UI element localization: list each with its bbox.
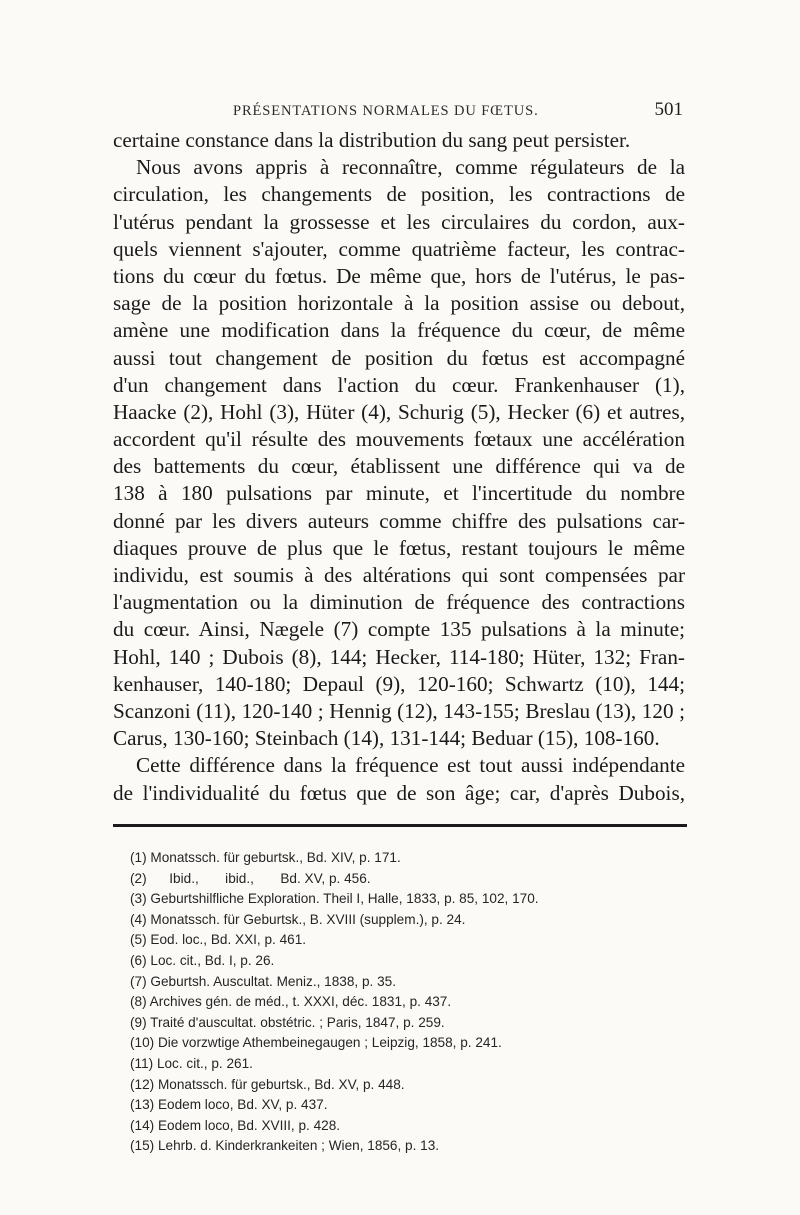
text-line: sage de la position horizontale à la position assise ou debout,	[113, 291, 685, 316]
text-line: accordent qu'il résulte des mouvements fœtaux une accélération	[113, 427, 685, 452]
footnote: (9) Traité d'auscultat. obstétric. ; Paris, 1847, p. 259.	[130, 1014, 445, 1030]
page-number: 501	[654, 99, 683, 120]
text-line: amène une modification dans la fréquence du cœur, de même	[113, 318, 685, 343]
text-line: donné par les divers auteurs comme chiffre des pulsations car-	[113, 508, 685, 533]
text-line: Hohl, 140 ; Dubois (8), 144; Hecker, 114-180; Hüter, 132; Fran-	[113, 644, 685, 669]
text-line: kenhauser, 140-180; Depaul (9), 120-160; Schwartz (10), 144;	[113, 671, 685, 696]
text-line: l'augmentation ou la diminution de fréquence des contractions	[113, 590, 685, 615]
footnote: (8) Archives gén. de méd., t. XXXI, déc. 1831, p. 437.	[130, 994, 452, 1010]
running-title: PRÉSENTATIONS NORMALES DU FŒTUS.	[233, 103, 539, 119]
footnote: (13) Eodem loco, Bd. XV, p. 437.	[130, 1097, 328, 1113]
text-line: des battements du cœur, établissent une différence qui va de	[113, 454, 685, 479]
footnote: (2) Ibid., ibid., Bd. XV, p. 456.	[130, 870, 371, 886]
text-line: du cœur. Ainsi, Nægele (7) compte 135 pulsations à la minute;	[113, 617, 685, 642]
footnote: (6) Loc. cit., Bd. I, p. 26.	[130, 952, 275, 968]
footnote: (4) Monatssch. für Geburtsk., B. XVIII (supplem.), p. 24.	[130, 911, 466, 927]
footnotes	[130, 848, 670, 1157]
text-line: certaine constance dans la distribution du sang peut persister.	[113, 128, 631, 152]
text-line: d'un changement dans l'action du cœur. Frankenhauser (1),	[113, 372, 685, 397]
text-line: Nous avons appris à reconnaître, comme régulateurs de la	[136, 155, 685, 180]
footnote: (5) Eod. loc., Bd. XXI, p. 461.	[130, 932, 307, 948]
text-line: l'utérus pendant la grossesse et les circulaires du cordon, aux-	[113, 209, 685, 234]
text-line: tions du cœur du fœtus. De même que, hors de l'utérus, le pas-	[113, 263, 685, 288]
text-line: aussi tout changement de position du fœtus est accompagné	[113, 345, 685, 370]
text-line: individu, est soumis à des altérations qui sont compensées par	[113, 563, 685, 587]
body-text	[113, 127, 685, 807]
footnote: (11) Loc. cit., p. 261.	[130, 1055, 253, 1071]
footnote: (12) Monatssch. für geburtsk., Bd. XV, p. 448.	[130, 1076, 405, 1092]
text-line: 138 à 180 pulsations par minute, et l'incertitude du nombre	[113, 481, 685, 506]
text-line: Scanzoni (11), 120-140 ; Hennig (12), 143-155; Breslau (13), 120 ;	[113, 698, 685, 723]
text-line: diaques prouve de plus que le fœtus, restant toujours le même	[113, 535, 685, 560]
text-line: de l'individualité du fœtus que de son âge; car, d'après Dubois,	[113, 780, 685, 805]
footnote: (3) Geburtshilfliche Exploration. Theil I, Halle, 1833, p. 85, 102, 170.	[130, 891, 539, 907]
text-line: Carus, 130-160; Steinbach (14), 131-144; Beduar (15), 108-160.	[113, 726, 660, 751]
footnote: (14) Eodem loco, Bd. XVIII, p. 428.	[130, 1117, 341, 1133]
footnote: (1) Monatssch. für geburtsk., Bd. XIV, p. 171.	[130, 850, 401, 865]
text-line: Haacke (2), Hohl (3), Hüter (4), Schurig (5), Hecker (6) et autres,	[113, 399, 685, 424]
footnote: (10) Die vorzwtige Athembeinegaugen ; Leipzig, 1858, p. 241.	[130, 1035, 502, 1051]
page-header	[113, 95, 685, 125]
text-line: Cette différence dans la fréquence est tout aussi indépendante	[136, 753, 685, 778]
footnote-divider	[113, 824, 687, 827]
footnote: (7) Geburtsh. Auscultat. Meniz., 1838, p. 35.	[130, 973, 396, 989]
footnote: (15) Lehrb. d. Kinderkrankeiten ; Wien, 1856, p. 13.	[130, 1138, 440, 1154]
text-line: circulation, les changements de position, les contractions de	[113, 182, 685, 207]
text-line: quels viennent s'ajouter, comme quatrième facteur, les contrac-	[113, 236, 685, 261]
